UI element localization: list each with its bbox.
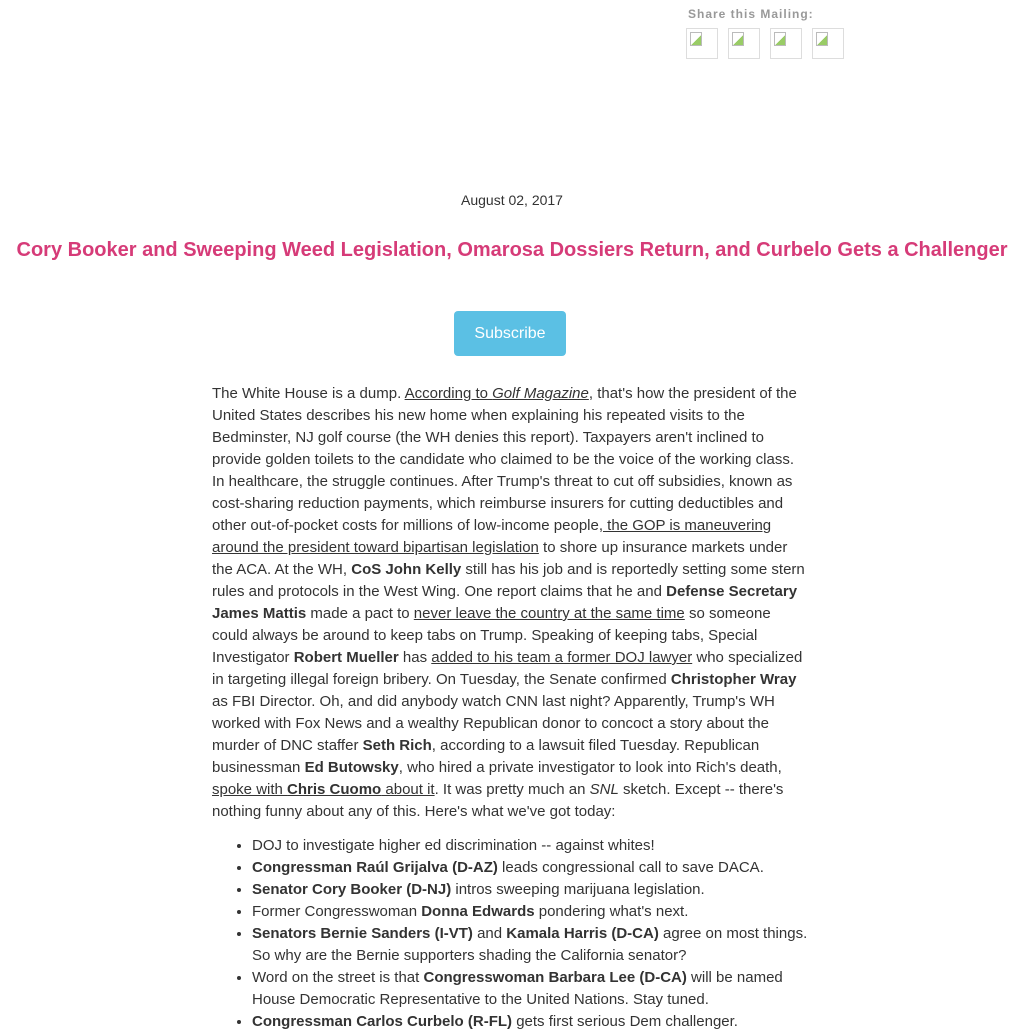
text-segment: made a pact to xyxy=(306,605,414,622)
text-segment: SNL xyxy=(589,781,619,798)
linkedin-icon[interactable] xyxy=(770,28,802,59)
text-segment: leads congressional call to save DACA. xyxy=(497,859,764,876)
text-segment: has xyxy=(398,649,432,666)
article-link[interactable]: added to his team a former DOJ lawyer xyxy=(431,649,693,666)
list-item xyxy=(252,967,808,1011)
bold-name: Congressman Carlos Curbelo (R-FL) xyxy=(252,1013,513,1030)
article-link[interactable]: Golf Magazine xyxy=(492,385,589,402)
bullet-list xyxy=(212,835,808,1033)
text-segment: Word on the street is that xyxy=(252,969,424,986)
bold-name: Senator Cory Booker (D-NJ) xyxy=(252,881,452,898)
intro-paragraph xyxy=(212,383,808,823)
text-segment: pondering what's next. xyxy=(534,903,689,920)
article-link[interactable]: , the GOP is maneuvering around the president toward bipartisan legislation xyxy=(212,517,772,556)
text-segment: . It was pretty much an xyxy=(434,781,590,798)
article-link[interactable]: Chris Cuomo xyxy=(287,781,382,798)
list-item xyxy=(252,879,808,901)
article-link[interactable]: According to xyxy=(404,385,493,402)
text-segment: DOJ to investigate higher ed discrimination -- against whites! xyxy=(252,837,655,854)
list-item xyxy=(252,1011,808,1033)
article-link[interactable]: about it xyxy=(381,781,435,798)
mailing-date: August 02, 2017 xyxy=(461,192,563,208)
text-segment: Former Congresswoman xyxy=(252,903,422,920)
bold-name: Defense Secretary James Mattis xyxy=(212,583,798,622)
share-label: Share this Mailing: xyxy=(688,7,814,21)
list-item xyxy=(252,835,808,857)
bold-name: CoS John Kelly xyxy=(351,561,462,578)
bold-name: Congressman Raúl Grijalva (D-AZ) xyxy=(252,859,498,876)
text-segment: and xyxy=(472,925,507,942)
share-section xyxy=(688,7,844,59)
text-segment: will be named House Democratic Representative to the United Nations. Stay tuned. xyxy=(252,969,783,1008)
text-segment: , who hired a private investigator to look into Rich's death, xyxy=(398,759,782,776)
list-item xyxy=(252,901,808,923)
twitter-icon[interactable] xyxy=(728,28,760,59)
subscribe-button[interactable]: Subscribe xyxy=(454,311,566,356)
text-segment: intros sweeping marijuana legislation. xyxy=(451,881,705,898)
bold-name: Robert Mueller xyxy=(293,649,399,666)
bold-name: Kamala Harris (D-CA) xyxy=(506,925,659,942)
text-segment: gets first serious Dem challenger. xyxy=(512,1013,738,1030)
text-segment: to shore up insurance markets under the ACA. At the WH, xyxy=(212,539,788,578)
mailing-title: Cory Booker and Sweeping Weed Legislation, Omarosa Dossiers Return, and Curbelo Gets a Challenger xyxy=(16,239,1008,261)
bold-name: Senators Bernie Sanders (I-VT) xyxy=(252,925,473,942)
facebook-icon[interactable] xyxy=(686,28,718,59)
bold-name: Donna Edwards xyxy=(421,903,535,920)
bold-name: Congresswoman Barbara Lee (D-CA) xyxy=(423,969,687,986)
bold-name: Seth Rich xyxy=(362,737,432,754)
text-segment: , according to a lawsuit filed Tuesday. Republican businessman xyxy=(212,737,760,776)
article-link[interactable]: never leave the country at the same time xyxy=(413,605,685,622)
text-segment: sketch. Except -- there's nothing funny about any of this. Here's what we've got today: xyxy=(212,781,784,820)
bold-name: Christopher Wray xyxy=(670,671,797,688)
list-item xyxy=(252,923,808,967)
article-link[interactable]: spoke with xyxy=(212,781,288,798)
bold-name: Ed Butowsky xyxy=(304,759,399,776)
list-item xyxy=(252,857,808,879)
text-segment: , that's how the president of the United States describes his new home when explaining his repeated visits to the Bedminster, NJ golf course (the WH denies this report). Taxpayers aren't inclined to provide golden toilets to the candidate who claimed to be the voice of the working class. In healthcare, the struggle continues. After Trump's threat to cut off subsidies, known as cost-sharing reduction payments, which reimburse insurers for cutting deductibles and other out-of-pocket costs for millions of low-income people xyxy=(212,385,797,534)
email-icon[interactable] xyxy=(812,28,844,59)
text-segment: so someone could always be around to keep tabs on Trump. Speaking of keeping tabs, Special Investigator xyxy=(212,605,771,666)
text-segment: agree on most things. So why are the Bernie supporters shading the California senator? xyxy=(252,925,808,964)
article-body xyxy=(212,383,808,1033)
text-segment: The White House is a dump. xyxy=(212,385,405,402)
text-segment: still has his job and is reportedly setting some stern rules and protocols in the West Wing. One report claims that he and xyxy=(212,561,805,600)
text-segment: as FBI Director. Oh, and did anybody watch CNN last night? Apparently, Trump's WH worked with Fox News and a wealthy Republican donor to concoct a story about the murder of DNC staffer xyxy=(212,693,775,754)
text-segment: who specialized in targeting illegal foreign bribery. On Tuesday, the Senate confirmed xyxy=(212,649,803,688)
